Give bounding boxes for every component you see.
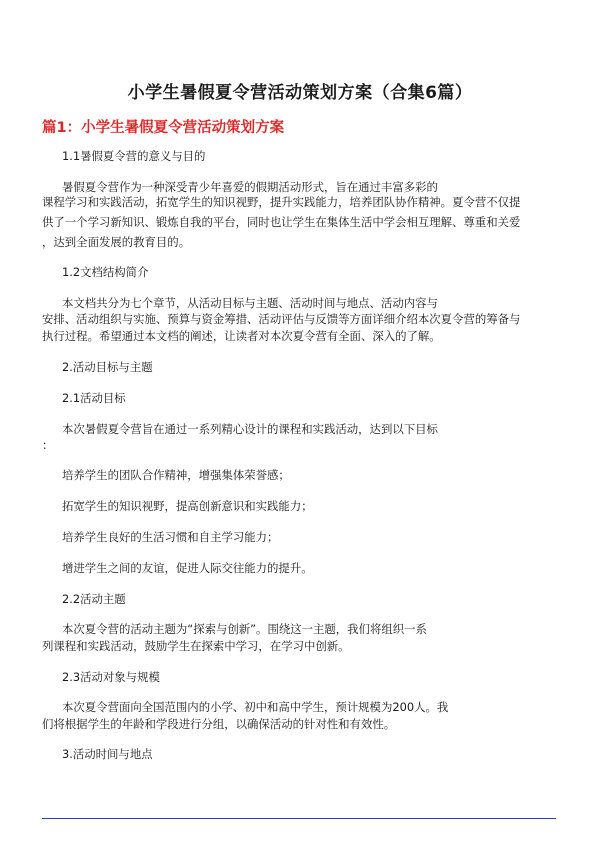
paragraph-line: 本次夏令营的活动主题为“探索与创新”。围绕这一主题，我们将组织一系 [62,622,427,636]
paragraph-line: 执行过程。希望通过本文档的阐述，让读者对本次夏令营有全面、深入的了解。 [42,329,441,343]
heading-3: 3.活动时间与地点 [62,747,153,761]
paragraph-line: 暑假夏令营作为一种深受青少年喜爱的假期活动形式，旨在通过丰富多彩的 [62,180,438,194]
subheading-1-2: 1.2文档结构简介 [62,265,149,279]
footer-divider [42,818,556,819]
paragraph-line: 本次夏令营面向全国范围内的小学、初中和高中学生，预计规模为200人。我 [62,700,449,714]
subheading-2-1: 2.1活动目标 [62,391,126,405]
heading-2: 2.活动目标与主题 [62,360,153,374]
subheading-2-3: 2.3活动对象与规模 [62,670,160,684]
paragraph-line: ： [42,438,54,452]
list-item: 培养学生良好的生活习惯和自主学习能力； [62,530,279,544]
paragraph-line: 列课程和实践活动，鼓励学生在探索中学习，在学习中创新。 [42,639,350,653]
paragraph-line: 安排、活动组织与实施、预算与资金筹措、活动评估与反馈等方面详细介绍本次夏令营的筹备与 [42,312,521,326]
list-item: 培养学生的团队合作精神，增强集体荣誉感； [62,468,290,482]
document-title: 小学生暑假夏令营活动策划方案（合集6篇） [127,83,473,103]
section-heading: 篇1：小学生暑假夏令营活动策划方案 [42,120,285,136]
paragraph-line: 们将根据学生的年龄和学段进行分组，以确保活动的针对性和有效性。 [42,717,396,731]
paragraph-line: 课程学习和实践活动，拓宽学生的知识视野，提升实践能力，培养团队协作精神。夏令营不仅提 [42,195,521,209]
paragraph-line: ，达到全面发展的教育目的。 [42,235,191,249]
list-item: 拓宽学生的知识视野，提高创新意识和实践能力； [62,499,313,513]
paragraph-line: 本文档共分为七个章节，从活动目标与主题、活动时间与地点、活动内容与 [62,296,438,310]
subheading-2-2: 2.2活动主题 [62,592,126,606]
list-item: 增进学生之间的友谊，促进人际交往能力的提升。 [62,561,313,575]
paragraph-line: 本次暑假夏令营旨在通过一系列精心设计的课程和实践活动，达到以下目标 [62,422,438,436]
subheading-1-1: 1.1暑假夏令营的意义与目的 [62,149,206,163]
paragraph-line: 供了一个学习新知识、锻炼自我的平台，同时也让学生在集体生活中学会相互理解、尊重和关爱 [42,215,521,229]
